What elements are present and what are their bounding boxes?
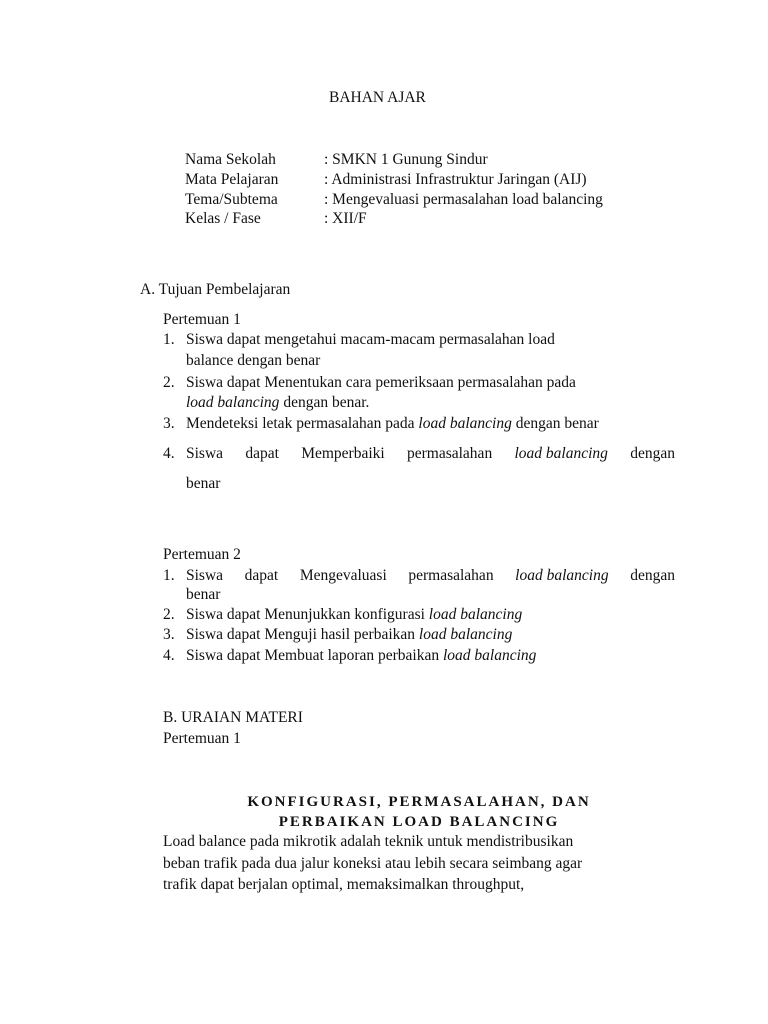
list-item-text: [186, 566, 675, 586]
list-item-text-cont: benar: [186, 475, 221, 492]
list-item-text: [186, 444, 675, 464]
value-school: : SMKN 1 Gunung Sindur: [324, 151, 488, 168]
word: dengan: [630, 567, 675, 584]
list-number: 4.: [163, 445, 175, 462]
material-title-line-1: KONFIGURASI, PERMASALAHAN, DAN: [247, 794, 591, 810]
italic-term: load balancing: [418, 626, 513, 643]
word: permasalahan: [408, 567, 494, 584]
meeting-2-label: Pertemuan 2: [163, 546, 241, 563]
word: Mengevaluasi: [299, 567, 387, 584]
text-pre: Siswa dapat Membuat laporan perbaikan: [186, 647, 443, 664]
text-pre: Siswa dapat Menunjukkan konfigurasi: [186, 606, 429, 623]
paragraph-line: beban trafik pada dua jalur koneksi atau lebih secara seimbang agar: [163, 855, 583, 872]
label-school: Nama Sekolah: [185, 151, 276, 168]
list-item-text-cont: benar: [186, 586, 221, 603]
list-item-text: Siswa dapat mengetahui macam-macam permasalahan load: [186, 331, 555, 348]
italic-term: load balancing: [418, 415, 512, 432]
word: Memperbaiki: [301, 445, 385, 462]
list-item-text: [186, 625, 512, 645]
value-theme: : Mengevaluasi permasalahan load balancing: [324, 191, 603, 208]
word: dengan: [630, 445, 675, 462]
italic-term: load balancing: [186, 394, 280, 411]
paragraph-line: Load balance pada mikrotik adalah teknik untuk mendistribusikan: [163, 833, 574, 850]
list-item-text: [186, 646, 536, 666]
label-class: Kelas / Fase: [185, 210, 261, 227]
italic-term: load balancing: [514, 445, 608, 462]
word: Siswa: [186, 567, 224, 584]
word: permasalahan: [406, 445, 493, 462]
list-item-text-rest: dengan benar.: [279, 394, 370, 411]
value-subject: : Administrasi Infrastruktur Jaringan (AIJ): [324, 171, 587, 188]
italic-term: load balancing: [428, 606, 523, 623]
list-number: 3.: [163, 415, 175, 432]
material-title-line-2: PERBAIKAN LOAD BALANCING: [278, 814, 560, 830]
italic-term: load balancing: [515, 567, 609, 584]
label-subject: Mata Pelajaran: [185, 171, 279, 188]
text-pre: Mendeteksi letak permasalahan pada: [186, 415, 419, 432]
value-class: : XII/F: [324, 210, 367, 227]
word: Siswa: [186, 445, 224, 462]
list-number: 3.: [163, 626, 175, 643]
list-number: 4.: [163, 647, 175, 664]
section-b-meeting-label: Pertemuan 1: [163, 730, 241, 747]
list-number: 2.: [163, 374, 175, 391]
italic-term: load balancing: [442, 647, 537, 664]
list-item-text: [186, 605, 522, 625]
list-item-text: [186, 414, 599, 434]
list-number: 1.: [163, 331, 175, 348]
list-item-text-cont: balance dengan benar: [186, 352, 321, 369]
document-title: BAHAN AJAR: [329, 89, 426, 106]
list-item-text-cont: [186, 393, 369, 413]
list-number: 1.: [163, 567, 175, 584]
text-post: dengan benar: [511, 415, 599, 432]
section-a-heading: A. Tujuan Pembelajaran: [140, 281, 291, 298]
paragraph-line: trafik dapat berjalan optimal, memaksimalkan throughput,: [163, 876, 525, 893]
section-b-heading: B. URAIAN MATERI: [163, 709, 303, 726]
list-number: 2.: [163, 606, 175, 623]
word: dapat: [245, 445, 279, 462]
list-item-text: Siswa dapat Menentukan cara pemeriksaan permasalahan pada: [186, 374, 576, 391]
text-pre: Siswa dapat Menguji hasil perbaikan: [186, 626, 419, 643]
label-theme: Tema/Subtema: [185, 191, 278, 208]
meeting-1-label: Pertemuan 1: [163, 311, 241, 328]
word: dapat: [244, 567, 279, 584]
